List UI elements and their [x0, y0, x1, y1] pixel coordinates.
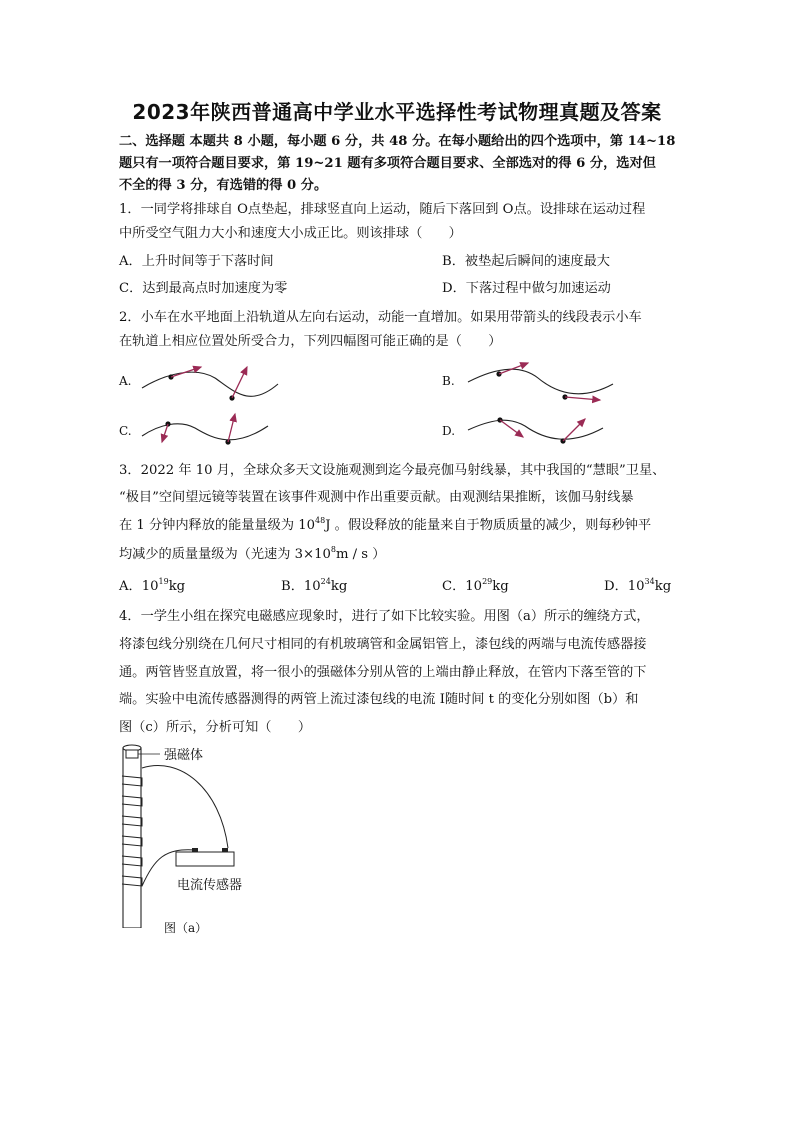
- q2-force-arrow-b1: [499, 363, 528, 374]
- section-line-1: 二、选择题 本题共 8 小题，每小题 6 分，共 48 分。在每小题给出的四个选项中，第 14~18: [119, 134, 676, 149]
- q2-force-arrow-c2: [228, 414, 235, 442]
- q4-sensor-terminal-1: [192, 848, 198, 852]
- q3-option-a-unit: kg: [168, 579, 186, 594]
- q4-wire-top: [142, 766, 228, 848]
- q3-line-4: [119, 543, 385, 562]
- q2-label-d: D.: [442, 424, 456, 438]
- q3-option-a-exp: 19: [158, 577, 169, 586]
- q3-option-d-exp: 34: [644, 577, 655, 586]
- q2-force-arrow-c1: [162, 424, 168, 442]
- q3-line-1: 3．2022 年 10 月，全球众多天文设施观测到迄今最亮伽马射线暴，其中我国的“慧眼”卫星、: [119, 463, 666, 478]
- q3-option-d-base: 10: [627, 579, 645, 594]
- q3-option-d-letter: D．: [604, 579, 628, 594]
- q3-option-c-exp: 29: [482, 577, 493, 586]
- q3-option-a: [119, 575, 185, 594]
- q4-line-1: 4．一学生小组在探究电磁感应现象时，进行了如下比较实验。用图（a）所示的缠绕方式，: [119, 609, 650, 624]
- q4-line-2: 将漆包线分别绕在几何尺寸相同的有机玻璃管和金属铝管上，漆包线的两端与电流传感器接: [119, 637, 647, 652]
- q4-figure-a: [110, 738, 270, 928]
- q4-line-3: 通。两管皆竖直放置，将一很小的强磁体分别从管的上端由静止释放，在管内下落至管的下: [119, 665, 647, 680]
- q4-sensor-terminal-2: [222, 848, 228, 852]
- q1-line-1: 1．一同学将排球自 O点垫起，排球竖直向上运动，随后下落回到 O点。设排球在运动过程: [119, 202, 646, 217]
- q4-magnet-label: 强磁体: [164, 748, 204, 763]
- q3-option-a-base: 10: [141, 579, 159, 594]
- q2-force-arrow-d1: [500, 420, 523, 437]
- q3-option-b-base: 10: [303, 579, 321, 594]
- q3-line-2: “极目”空间望远镜等装置在该事件观测中作出重要贡献。由观测结果推断，该伽马射线暴: [119, 490, 634, 505]
- q2-track-c: [142, 424, 268, 440]
- q3-option-c-base: 10: [465, 579, 483, 594]
- q2-track-b: [468, 369, 613, 393]
- q3-option-c-letter: C．: [442, 579, 466, 594]
- q3-line-4-exp: 8: [330, 545, 336, 554]
- q2-track-figures: [0, 0, 794, 460]
- q2-track-a: [142, 372, 278, 396]
- q3-option-b-exp: 24: [320, 577, 331, 586]
- q4-line-4: 端。实验中电流传感器测得的两管上流过漆包线的电流 I随时间 t 的变化分别如图（b）和: [119, 692, 639, 707]
- q2-force-arrow-d2: [563, 419, 585, 441]
- page-title: 2023年陕西普通高中学业水平选择性考试物理真题及答案: [132, 100, 662, 124]
- q2-label-a: A.: [119, 374, 132, 388]
- q4-sensor-label: 电流传感器: [177, 878, 243, 893]
- q2-label-c: C.: [119, 424, 132, 438]
- q2-figure-d: [468, 417, 603, 443]
- q4-figure-a-caption: 图（a）: [164, 921, 208, 935]
- q2-figure-c: [142, 414, 268, 445]
- q4-current-sensor: [176, 852, 234, 866]
- q3-option-d: [604, 575, 671, 594]
- q3-option-c-unit: kg: [492, 579, 509, 594]
- q2-figure-a: [142, 367, 278, 401]
- q2-force-arrow-b2: [565, 397, 600, 400]
- q2-line-1: 2．小车在水平地面上沿轨道从左向右运动，动能一直增加。如果用带箭头的线段表示小车: [119, 310, 642, 325]
- q1-option-c: C．达到最高点时加速度为零: [119, 281, 288, 296]
- q3-option-d-unit: kg: [654, 579, 672, 594]
- q4-magnet: [126, 750, 138, 758]
- q3-line-4-pre: 均减少的质量量级为（光速为 3×10: [119, 547, 331, 562]
- q2-line-2: 在轨道上相应位置处所受合力，下列四幅图可能正确的是（ ）: [119, 334, 502, 349]
- q3-line-3: [119, 514, 651, 533]
- q3-line-3-pre: 在 1 分钟内释放的能量量级为 10: [119, 518, 315, 533]
- q3-option-b: [281, 575, 347, 594]
- q1-option-d: D．下落过程中做匀加速运动: [442, 281, 611, 296]
- section-line-2: 题只有一项符合题目要求，第 19~21 题有多项符合题目要求、全部选对的得 6 分，选对但: [119, 156, 656, 171]
- q2-label-b: B.: [442, 374, 455, 388]
- q3-line-3-exp: 48: [315, 516, 326, 525]
- q1-option-b: B．被垫起后瞬间的速度最大: [442, 254, 610, 269]
- q3-option-b-letter: B．: [281, 579, 304, 594]
- q2-figure-b: [468, 363, 613, 400]
- q1-line-2: 中所受空气阻力大小和速度大小成正比。则该排球（ ）: [119, 226, 462, 241]
- q3-line-3-post: J 。假设释放的能量来自于物质质量的减少，则每秒钟平: [325, 518, 652, 533]
- q2-track-d: [468, 420, 603, 439]
- q3-option-b-unit: kg: [330, 579, 348, 594]
- q3-line-4-post: m / s ）: [335, 547, 386, 562]
- q3-option-c: [442, 575, 509, 594]
- q3-option-a-letter: A．: [119, 579, 142, 594]
- section-line-3: 不全的得 3 分，有选错的得 0 分。: [119, 178, 328, 193]
- q4-line-5: 图（c）所示，分析可知（ ）: [119, 720, 312, 735]
- q1-option-a: A．上升时间等于下落时间: [119, 254, 274, 269]
